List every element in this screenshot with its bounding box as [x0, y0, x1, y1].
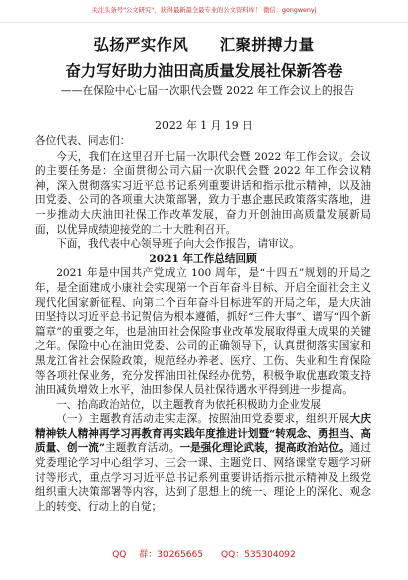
- document-title-line2: 奋力写好助力油田高质量发展社保新答卷: [65, 62, 343, 80]
- document-subtitle: ——在保险中心七届一次职代会暨 2022 年工作会议上的报告: [60, 84, 355, 97]
- theme-education-activity: 主题教育活动。: [104, 442, 180, 455]
- paragraph-report-note: 下面，我代表中心领导班子向大会作报告，请审议。: [56, 238, 300, 251]
- theme-education-detail: 通过党委理论学习中心组学习、三会一课、主题党日、网络课堂专题学习研讨等形式，重点学习习近平总书记系列重要讲话指示批示精神及上级党组织重大决策部署等内容，达到了思想上的统一、理论上的深化、观念上的转变、行动上的自觉；: [35, 442, 372, 513]
- section-heading-2021-review: 2021 年工作总结回顾: [149, 252, 257, 265]
- salutation: 各位代表、同志们：: [35, 135, 131, 147]
- paragraph-intro: 今天，我们在这里召开七届一次职代会暨 2022 年工作会议。会议的主要任务是：全面贯彻公司六届一次职代会暨 2022 年工作会议精神，深入贯彻落实习近平总书记系列重要讲话和指示批示精神，以及油田党委、公司的各项重大决策部署，致力于惠企惠民政策落实落地，进一步推动大庆油田社保工作改革发展，奋力开创油田高质量发展新局面，以优异成绩迎接党的二十大胜利召开。: [35, 150, 371, 236]
- theme-education-point-one-bold: 一是强化理论武装，提高政治站位。: [179, 442, 350, 455]
- paragraph-2021-overview: 2021 年是中国共产党成立 100 周年，是“十四五”规划的开局之年，是全面建成小康社会实现第一个百年奋斗目标、开启全面社会主义现代化国家新征程、向第二个百年奋斗目标进军的开局之年，是大庆油田坚持以习近平总书记贺信为根本遵循，抓好“三件大事”、谱写“四个新篇章”的重要之年，也是油田社会保险事业改革发展取得重大成果的关键之年。保险中心在油田党委、公司的正确领导下，认真贯彻落实国家和黑龙江省社会保险政策，规范经办养老、医疗、工伤、失业和生育保险等各项社保业务，充分发挥油田社保经办优势，积极争取优惠政策支持油田减负增效上水平，油田参保人员社保待遇水平得到进一步提高。: [35, 267, 371, 397]
- theme-education-lead: （一）主题教育活动走实走深。按照油田党委要求，组织开展: [56, 413, 350, 426]
- footer-contact: QQ 群：30265665 QQ：535304092: [112, 550, 296, 560]
- paragraph-theme-education: [35, 412, 371, 514]
- paragraph-part-one-heading: 一、抬高政治站位，以主题教育为依托积极助力企业发展: [56, 398, 322, 411]
- document-title-line1: 弘扬严实作风 汇聚拼搏力量: [93, 36, 315, 54]
- header-banner: 关注头条号"公文研究"，获得最新最全最专业的公文资料库！ 微信：gongwenyj: [0, 0, 408, 23]
- document-body: [35, 134, 371, 514]
- report-date: 2022 年 1 月 19 日: [155, 119, 253, 132]
- theme-education-plan-bold: 大庆精神铁人精神再学习再教育再实践年度推进计划暨“转观念、勇担当、高质量、创一流”: [35, 413, 372, 455]
